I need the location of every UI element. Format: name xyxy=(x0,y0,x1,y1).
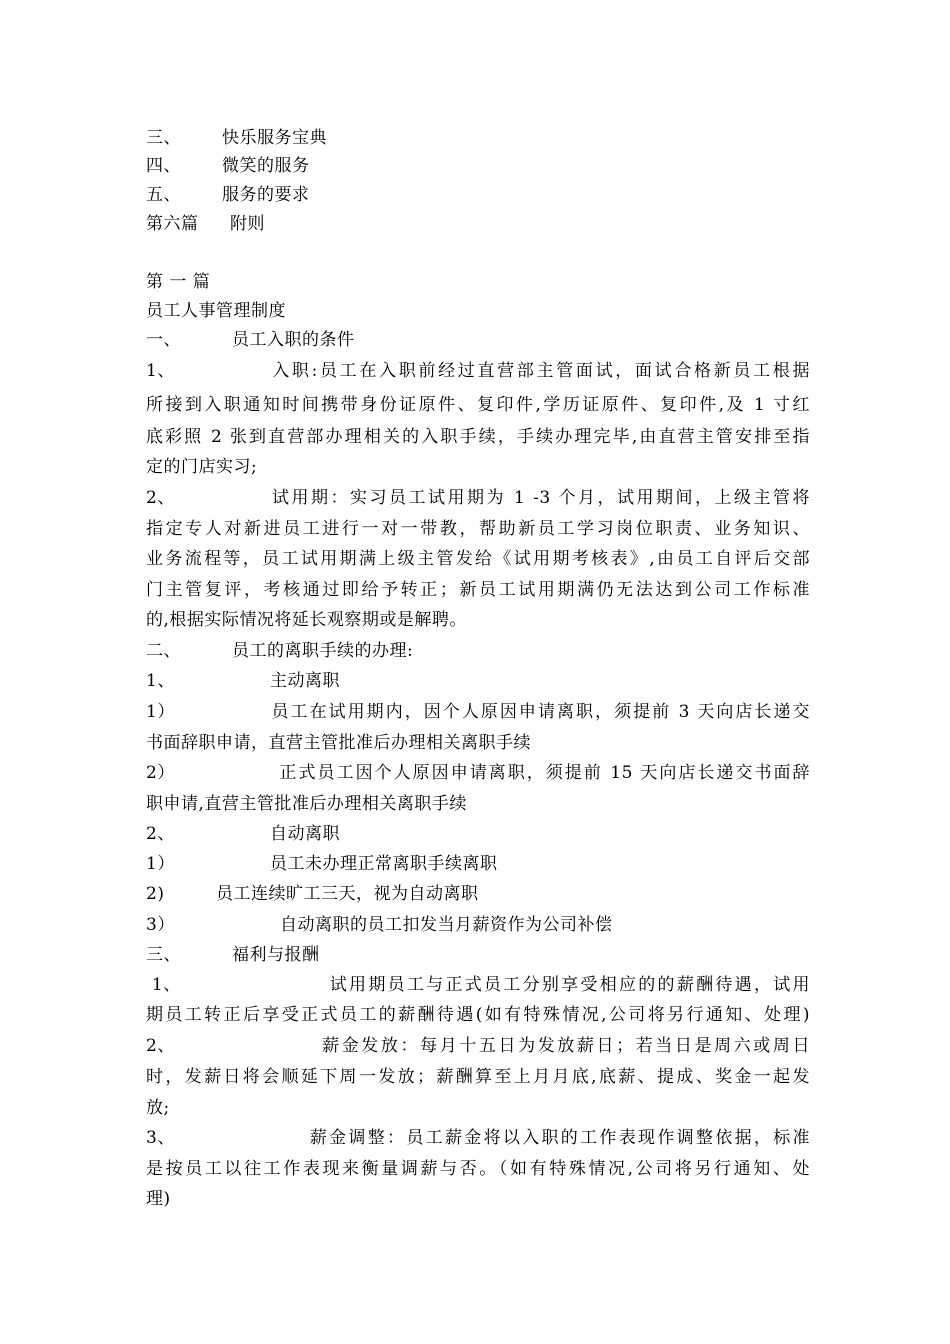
item-number: 3） xyxy=(146,915,175,935)
part-title: 员工人事管理制度 xyxy=(146,301,286,321)
paragraph-line: 底彩照 2 张到直营部办理相关的入职手续，手续办理完毕,由直营主管安排至指 xyxy=(146,427,810,447)
subsection-heading xyxy=(146,820,810,849)
paragraph-line xyxy=(146,1032,810,1061)
toc-item xyxy=(146,152,810,181)
paragraph-line: 业务流程等，员工试用期满上级主管发给《试用期考核表》,由员工自评后交部 xyxy=(146,549,810,569)
paragraph-line: 书面辞职申请，直营主管批准后办理相关离职手续 xyxy=(146,733,531,753)
item-number: 2) xyxy=(146,884,165,904)
section-title: 员工入职的条件 xyxy=(232,330,355,350)
item-text: 入职:员工在入职前经过直营部主管面试，面试合格新员工根据 xyxy=(270,361,810,381)
section-heading xyxy=(146,326,810,355)
toc-item-number: 四、 xyxy=(146,156,181,176)
item-number: 2、 xyxy=(146,1036,175,1056)
paragraph-line: 是按员工以往工作表现来衡量调薪与否。（如有特殊情况,公司将另行通知、处 xyxy=(146,1159,810,1179)
item-text: 员工连续旷工三天，视为自动离职 xyxy=(216,884,479,904)
paragraph-line xyxy=(146,971,810,1000)
paragraph-line: 指定专人对新进员工进行一对一带教，帮助新员工学习岗位职责、业务知识、 xyxy=(146,519,810,539)
paragraph-line: 期员工转正后享受正式员工的薪酬待遇(如有特殊情况,公司将另行通知、处理) xyxy=(146,1005,810,1025)
section-heading xyxy=(146,941,810,970)
item-number: 1、 xyxy=(151,975,181,995)
list-item xyxy=(146,850,810,879)
paragraph-line xyxy=(146,759,810,788)
item-number: 2） xyxy=(146,763,175,783)
part-heading: 第 一 篇 xyxy=(146,272,211,292)
paragraph-line: 门主管复评，考核通过即给予转正；新员工试用期满仍无法达到公司工作标准 xyxy=(146,580,810,600)
toc-item-number: 三、 xyxy=(146,128,181,148)
item-number: 2、 xyxy=(146,488,175,508)
subsection-title: 自动离职 xyxy=(270,824,340,844)
item-text: 员工在试用期内，因个人原因申请离职，须提前 3 天向店长递交 xyxy=(270,702,810,722)
section-heading xyxy=(146,637,810,666)
subsection-title: 主动离职 xyxy=(270,671,340,691)
item-text: 薪金发放：每月十五日为发放薪日；若当日是周六或周日 xyxy=(320,1036,810,1056)
toc-item-text: 快乐服务宝典 xyxy=(222,128,327,148)
paragraph-line: 定的门店实习; xyxy=(146,457,258,477)
paragraph-line: 的,根据实际情况将延长观察期或是解聘。 xyxy=(146,610,467,630)
item-text: 自动离职的员工扣发当月薪资作为公司补偿 xyxy=(280,915,613,935)
toc-item xyxy=(146,124,810,153)
toc-item-number: 五、 xyxy=(146,185,181,205)
paragraph-line xyxy=(146,698,810,727)
paragraph-line: 所接到入职通知时间携带身份证原件、复印件,学历证原件、复印件,及 1 寸红 xyxy=(146,395,810,415)
subsection-number: 2、 xyxy=(146,824,175,844)
subsection-heading xyxy=(146,667,810,696)
section-title: 福利与报酬 xyxy=(232,945,320,965)
item-number: 1、 xyxy=(146,361,175,381)
paragraph-line: 时，发薪日将会顺延下周一发放；薪酬算至上月月底,底薪、提成、奖金一起发 xyxy=(146,1067,810,1087)
paragraph-line: 理) xyxy=(146,1189,171,1209)
paragraph-line: 放; xyxy=(146,1098,170,1118)
item-text: 试用期员工与正式员工分别享受相应的的薪酬待遇，试用 xyxy=(328,975,810,995)
paragraph-line xyxy=(146,357,810,386)
item-number: 3、 xyxy=(146,1128,175,1148)
paragraph-line: 职申请,直营主管批准后办理相关离职手续 xyxy=(146,794,467,814)
toc-item-text: 服务的要求 xyxy=(222,185,310,205)
toc-item-text: 微笑的服务 xyxy=(222,156,310,176)
list-item xyxy=(146,911,810,940)
item-text: 员工未办理正常离职手续离职 xyxy=(270,854,498,874)
item-text: 正式员工因个人原因申请离职，须提前 15 天向店长递交书面辞 xyxy=(278,763,810,783)
item-number: 1） xyxy=(146,854,175,874)
paragraph-line xyxy=(146,1124,810,1153)
item-text: 薪金调整：员工薪金将以入职的工作表现作调整依据，标准 xyxy=(308,1128,810,1148)
item-number: 1） xyxy=(146,702,175,722)
section-number: 三、 xyxy=(146,945,181,965)
section-title: 员工的离职手续的办理: xyxy=(232,641,414,661)
list-item xyxy=(146,880,810,909)
section-number: 二、 xyxy=(146,641,181,661)
item-text: 试用期：实习员工试用期为 1 -3 个月，试用期间，上级主管将 xyxy=(270,488,810,508)
toc-item xyxy=(146,210,810,239)
toc-item-text: 附则 xyxy=(230,214,265,234)
subsection-number: 1、 xyxy=(146,671,175,691)
paragraph-line xyxy=(146,484,810,513)
section-number: 一、 xyxy=(146,330,181,350)
toc-item xyxy=(146,181,810,210)
toc-item-number: 第六篇 xyxy=(146,214,199,234)
